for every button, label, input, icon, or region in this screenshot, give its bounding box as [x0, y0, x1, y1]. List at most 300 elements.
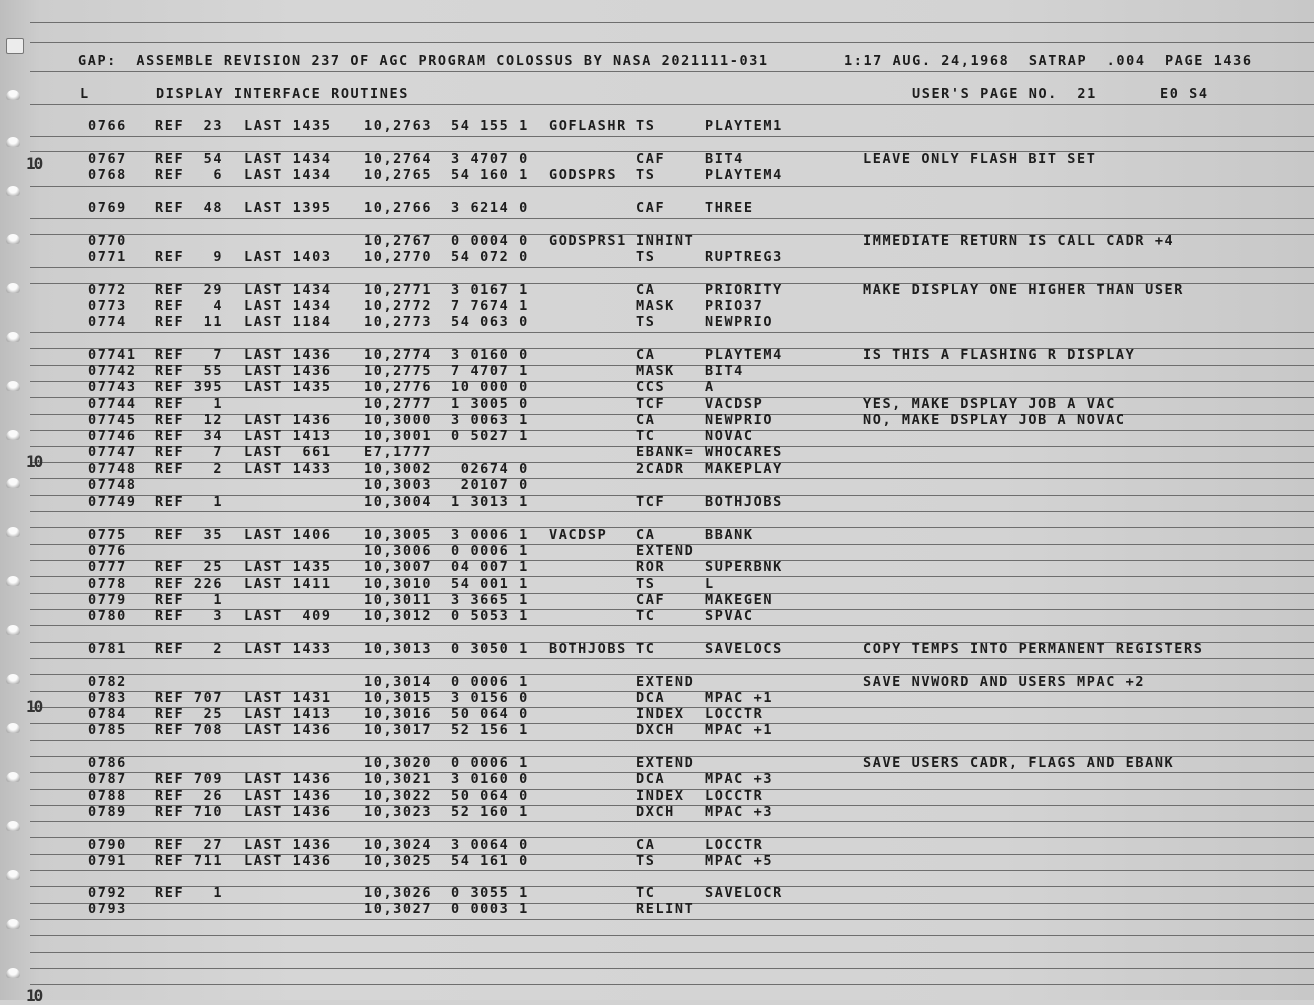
listing-row	[0, 396, 1314, 412]
listing-row	[0, 722, 1314, 738]
row-memory-address: 10,3017	[364, 722, 433, 738]
row-octal-code: 04 007 1	[451, 559, 529, 575]
row-operand: THREE	[705, 200, 754, 216]
row-memory-address: 10,3000	[364, 412, 433, 428]
listing-row	[0, 706, 1314, 722]
row-octal-code: 3 0006 1	[451, 527, 529, 543]
ruled-line	[30, 870, 1314, 871]
row-octal-code: 3 0167 1	[451, 282, 529, 298]
row-opcode: CAF	[636, 151, 666, 167]
row-memory-address: 10,3022	[364, 788, 433, 804]
row-opcode: CA	[636, 837, 656, 853]
row-octal-code: 0 0006 1	[451, 755, 529, 771]
row-opcode: EBANK=	[636, 444, 695, 460]
row-memory-address: 10,3007	[364, 559, 433, 575]
row-comment: IMMEDIATE RETURN IS CALL CADR +4	[863, 233, 1175, 249]
row-ref-count: REF 35	[155, 527, 224, 543]
listing-row	[0, 314, 1314, 330]
feed-hole	[6, 919, 20, 929]
row-octal-code: 0 0006 1	[451, 543, 529, 559]
row-last-page: LAST 1406	[244, 527, 332, 543]
listing-row	[0, 543, 1314, 559]
ruled-line	[30, 658, 1314, 659]
row-last-page: LAST 1411	[244, 576, 332, 592]
row-seq-number: 0769	[88, 200, 127, 216]
ruled-line	[30, 968, 1314, 969]
row-operand: SUPERBNK	[705, 559, 783, 575]
row-seq-number: 07743	[88, 379, 137, 395]
row-memory-address: 10,2765	[364, 167, 433, 183]
row-octal-code: 02674 0	[451, 461, 529, 477]
ruled-line	[30, 186, 1314, 187]
row-octal-code: 0 0004 0	[451, 233, 529, 249]
row-octal-code: 0 0003 1	[451, 901, 529, 917]
row-operand: MAKEGEN	[705, 592, 774, 608]
row-last-page: LAST 1434	[244, 151, 332, 167]
row-octal-code: 3 0160 0	[451, 347, 529, 363]
row-opcode: TC	[636, 428, 656, 444]
ruled-line	[30, 136, 1314, 137]
row-seq-number: 0766	[88, 118, 127, 134]
row-octal-code: 50 064 0	[451, 788, 529, 804]
listing-row	[0, 428, 1314, 444]
row-operand: SAVELOCS	[705, 641, 783, 657]
feed-hole	[6, 38, 24, 54]
row-operand: MPAC +5	[705, 853, 774, 869]
row-opcode: TS	[636, 249, 656, 265]
listing-row	[0, 576, 1314, 592]
row-memory-address: 10,3012	[364, 608, 433, 624]
row-ref-count: REF 26	[155, 788, 224, 804]
row-opcode: DCA	[636, 690, 666, 706]
row-memory-address: 10,3014	[364, 674, 433, 690]
row-memory-address: 10,3020	[364, 755, 433, 771]
users-page-number: USER'S PAGE NO. 21	[912, 86, 1097, 102]
row-memory-address: 10,2763	[364, 118, 433, 134]
row-memory-address: 10,2766	[364, 200, 433, 216]
row-opcode: TS	[636, 576, 656, 592]
row-octal-code: 20107 0	[451, 477, 529, 493]
row-octal-code: 54 160 1	[451, 167, 529, 183]
row-memory-address: 10,3016	[364, 706, 433, 722]
row-memory-address: 10,3003	[364, 477, 433, 493]
row-octal-code: 54 072 0	[451, 249, 529, 265]
row-last-page: LAST 1413	[244, 428, 332, 444]
row-opcode: DCA	[636, 771, 666, 787]
row-last-page: LAST 409	[244, 608, 332, 624]
row-label: BOTHJOBS	[549, 641, 627, 657]
row-comment: SAVE NVWORD AND USERS MPAC +2	[863, 674, 1146, 690]
row-memory-address: 10,3004	[364, 494, 433, 510]
listing-row	[0, 690, 1314, 706]
row-seq-number: 0781	[88, 641, 127, 657]
row-octal-code: 1 3013 1	[451, 494, 529, 510]
row-opcode: MASK	[636, 298, 675, 314]
row-opcode: TS	[636, 853, 656, 869]
row-ref-count: REF 1	[155, 592, 224, 608]
row-seq-number: 0786	[88, 755, 127, 771]
row-ref-count: REF 12	[155, 412, 224, 428]
row-operand: A	[705, 379, 715, 395]
row-memory-address: 10,2764	[364, 151, 433, 167]
row-octal-code: 0 5027 1	[451, 428, 529, 444]
row-label: GODSPRS	[549, 167, 618, 183]
row-seq-number: 0773	[88, 298, 127, 314]
row-operand: BIT4	[705, 363, 744, 379]
listing-row	[0, 282, 1314, 298]
row-seq-number: 0775	[88, 527, 127, 543]
ruled-line	[30, 919, 1314, 920]
row-memory-address: 10,3011	[364, 592, 433, 608]
row-seq-number: 0767	[88, 151, 127, 167]
row-octal-code: 1 3005 0	[451, 396, 529, 412]
ruled-line	[30, 740, 1314, 741]
listing-row	[0, 804, 1314, 820]
row-opcode: DXCH	[636, 804, 675, 820]
row-opcode: CAF	[636, 200, 666, 216]
row-ref-count: REF 23	[155, 118, 224, 134]
row-ref-count: REF 3	[155, 608, 224, 624]
row-octal-code: 3 0064 0	[451, 837, 529, 853]
row-octal-code: 3 3665 1	[451, 592, 529, 608]
listing-row	[0, 674, 1314, 690]
row-seq-number: 0789	[88, 804, 127, 820]
row-ref-count: REF 1	[155, 885, 224, 901]
row-octal-code: 3 4707 0	[451, 151, 529, 167]
row-memory-address: 10,2773	[364, 314, 433, 330]
row-memory-address: 10,3026	[364, 885, 433, 901]
row-opcode: EXTEND	[636, 755, 695, 771]
listing-row	[0, 608, 1314, 624]
row-operand: PLAYTEM1	[705, 118, 783, 134]
listing-flag: L	[80, 86, 90, 102]
listing-row	[0, 853, 1314, 869]
row-seq-number: 0768	[88, 167, 127, 183]
row-opcode: EXTEND	[636, 674, 695, 690]
listing-row	[0, 363, 1314, 379]
row-seq-number: 07749	[88, 494, 137, 510]
listing-row	[0, 771, 1314, 787]
listing-row	[0, 837, 1314, 853]
row-comment: MAKE DISPLAY ONE HIGHER THAN USER	[863, 282, 1185, 298]
section-title: DISPLAY INTERFACE ROUTINES	[156, 86, 409, 102]
margin-mark: 10	[26, 452, 42, 471]
row-last-page: LAST 661	[244, 444, 332, 460]
row-last-page: LAST 1434	[244, 298, 332, 314]
feed-hole	[6, 968, 20, 978]
row-ref-count: REF 11	[155, 314, 224, 330]
row-ref-count: REF 709	[155, 771, 224, 787]
row-seq-number: 07742	[88, 363, 137, 379]
row-operand: BBANK	[705, 527, 754, 543]
ruled-line	[30, 625, 1314, 626]
row-octal-code: 0 3050 1	[451, 641, 529, 657]
listing-row	[0, 233, 1314, 249]
ruled-line	[30, 71, 1314, 72]
listing-row	[0, 200, 1314, 216]
row-octal-code: 52 160 1	[451, 804, 529, 820]
row-ref-count: REF 4	[155, 298, 224, 314]
row-seq-number: 07741	[88, 347, 137, 363]
row-seq-number: 0791	[88, 853, 127, 869]
row-operand: PLAYTEM4	[705, 167, 783, 183]
row-ref-count: REF 25	[155, 559, 224, 575]
row-memory-address: 10,2775	[364, 363, 433, 379]
feed-hole	[6, 821, 20, 831]
row-comment: LEAVE ONLY FLASH BIT SET	[863, 151, 1097, 167]
row-memory-address: 10,3005	[364, 527, 433, 543]
row-opcode: CAF	[636, 592, 666, 608]
row-memory-address: 10,2770	[364, 249, 433, 265]
row-seq-number: 07748	[88, 461, 137, 477]
ruled-line	[30, 821, 1314, 822]
listing-row	[0, 559, 1314, 575]
row-octal-code: 50 064 0	[451, 706, 529, 722]
row-ref-count: REF 48	[155, 200, 224, 216]
row-seq-number: 0777	[88, 559, 127, 575]
row-seq-number: 0778	[88, 576, 127, 592]
row-operand: SPVAC	[705, 608, 754, 624]
row-operand: LOCCTR	[705, 788, 764, 804]
row-opcode: DXCH	[636, 722, 675, 738]
ruled-line	[30, 218, 1314, 219]
row-seq-number: 0771	[88, 249, 127, 265]
listing-row	[0, 641, 1314, 657]
row-octal-code: 52 156 1	[451, 722, 529, 738]
row-ref-count: REF 1	[155, 396, 224, 412]
row-opcode: ROR	[636, 559, 666, 575]
row-comment: IS THIS A FLASHING R DISPLAY	[863, 347, 1136, 363]
row-opcode: TCF	[636, 396, 666, 412]
row-opcode: TC	[636, 641, 656, 657]
row-last-page: LAST 1436	[244, 347, 332, 363]
row-operand: MPAC +3	[705, 804, 774, 820]
row-seq-number: 07745	[88, 412, 137, 428]
row-octal-code: 3 0156 0	[451, 690, 529, 706]
margin-mark: 10	[26, 697, 42, 716]
row-opcode: 2CADR	[636, 461, 685, 477]
row-operand: L	[705, 576, 715, 592]
row-memory-address: 10,2772	[364, 298, 433, 314]
row-seq-number: 0792	[88, 885, 127, 901]
row-octal-code: 3 6214 0	[451, 200, 529, 216]
row-last-page: LAST 1434	[244, 167, 332, 183]
row-comment: SAVE USERS CADR, FLAGS AND EBANK	[863, 755, 1175, 771]
row-last-page: LAST 1403	[244, 249, 332, 265]
row-ref-count: REF 707	[155, 690, 224, 706]
row-memory-address: 10,2777	[364, 396, 433, 412]
row-memory-address: 10,3023	[364, 804, 433, 820]
row-last-page: LAST 1395	[244, 200, 332, 216]
row-comment: NO, MAKE DSPLAY JOB A NOVAC	[863, 412, 1126, 428]
row-octal-code: 54 161 0	[451, 853, 529, 869]
row-octal-code: 54 155 1	[451, 118, 529, 134]
row-ref-count: REF 54	[155, 151, 224, 167]
row-operand: BIT4	[705, 151, 744, 167]
row-opcode: INHINT	[636, 233, 695, 249]
row-last-page: LAST 1435	[244, 379, 332, 395]
row-operand: MPAC +1	[705, 722, 774, 738]
feed-hole	[6, 332, 20, 342]
listing-row	[0, 461, 1314, 477]
row-memory-address: 10,3010	[364, 576, 433, 592]
row-last-page: LAST 1436	[244, 363, 332, 379]
row-ref-count: REF 395	[155, 379, 224, 395]
row-memory-address: 10,3001	[364, 428, 433, 444]
row-seq-number: 0790	[88, 837, 127, 853]
row-memory-address: 10,2771	[364, 282, 433, 298]
row-operand: BOTHJOBS	[705, 494, 783, 510]
row-ref-count: REF 710	[155, 804, 224, 820]
row-last-page: LAST 1436	[244, 804, 332, 820]
row-opcode: EXTEND	[636, 543, 695, 559]
feed-hole	[6, 137, 20, 147]
row-seq-number: 0776	[88, 543, 127, 559]
row-seq-number: 0782	[88, 674, 127, 690]
row-last-page: LAST 1436	[244, 853, 332, 869]
row-memory-address: 10,3021	[364, 771, 433, 787]
row-label: GOFLASHR	[549, 118, 627, 134]
row-last-page: LAST 1434	[244, 282, 332, 298]
row-last-page: LAST 1436	[244, 788, 332, 804]
listing-row	[0, 477, 1314, 493]
row-last-page: LAST 1435	[244, 559, 332, 575]
listing-row	[0, 249, 1314, 265]
listing-row	[0, 788, 1314, 804]
row-octal-code: 0 3055 1	[451, 885, 529, 901]
feed-hole	[6, 625, 20, 635]
row-seq-number: 07744	[88, 396, 137, 412]
row-seq-number: 0788	[88, 788, 127, 804]
row-operand: NEWPRIO	[705, 412, 774, 428]
ruled-line	[30, 511, 1314, 512]
margin-mark: 10	[26, 986, 42, 1005]
row-opcode: CA	[636, 412, 656, 428]
row-octal-code: 54 001 1	[451, 576, 529, 592]
row-memory-address: 10,3013	[364, 641, 433, 657]
row-octal-code: 7 7674 1	[451, 298, 529, 314]
print-timestamp: 1:17 AUG. 24,1968 SATRAP .004 PAGE 1436	[844, 53, 1253, 69]
row-ref-count: REF 27	[155, 837, 224, 853]
ruled-line	[30, 952, 1314, 953]
row-operand: NEWPRIO	[705, 314, 774, 330]
ruled-line	[30, 984, 1314, 985]
row-operand: MAKEPLAY	[705, 461, 783, 477]
row-ref-count: REF 1	[155, 494, 224, 510]
row-ref-count: REF 34	[155, 428, 224, 444]
row-seq-number: 0779	[88, 592, 127, 608]
listing-row	[0, 444, 1314, 460]
row-seq-number: 0772	[88, 282, 127, 298]
row-seq-number: 0793	[88, 901, 127, 917]
row-comment: COPY TEMPS INTO PERMANENT REGISTERS	[863, 641, 1204, 657]
row-operand: SAVELOCR	[705, 885, 783, 901]
row-octal-code: 54 063 0	[451, 314, 529, 330]
row-last-page: LAST 1184	[244, 314, 332, 330]
listing-row	[0, 151, 1314, 167]
row-last-page: LAST 1436	[244, 771, 332, 787]
row-opcode: TCF	[636, 494, 666, 510]
row-ref-count: REF 55	[155, 363, 224, 379]
row-ref-count: REF 29	[155, 282, 224, 298]
row-memory-address: 10,2767	[364, 233, 433, 249]
row-octal-code: 7 4707 1	[451, 363, 529, 379]
listing-row	[0, 167, 1314, 183]
row-ref-count: REF 2	[155, 641, 224, 657]
margin-mark: 10	[26, 154, 42, 173]
row-seq-number: 0783	[88, 690, 127, 706]
row-memory-address: 10,2774	[364, 347, 433, 363]
row-operand: LOCCTR	[705, 706, 764, 722]
row-ref-count: REF 2	[155, 461, 224, 477]
row-seq-number: 0787	[88, 771, 127, 787]
listing-row	[0, 118, 1314, 134]
row-opcode: CA	[636, 282, 656, 298]
row-octal-code: 3 0160 0	[451, 771, 529, 787]
ruled-line	[30, 42, 1314, 43]
listing-row	[0, 527, 1314, 543]
row-opcode: TS	[636, 118, 656, 134]
row-seq-number: 07746	[88, 428, 137, 444]
row-last-page: LAST 1433	[244, 461, 332, 477]
row-label: GODSPRS1	[549, 233, 627, 249]
row-seq-number: 0770	[88, 233, 127, 249]
row-last-page: LAST 1431	[244, 690, 332, 706]
row-memory-address: 10,3006	[364, 543, 433, 559]
row-opcode: CCS	[636, 379, 666, 395]
row-last-page: LAST 1435	[244, 118, 332, 134]
feed-hole	[6, 90, 20, 100]
listing-row	[0, 755, 1314, 771]
row-octal-code: 3 0063 1	[451, 412, 529, 428]
row-seq-number: 0774	[88, 314, 127, 330]
listing-row	[0, 379, 1314, 395]
row-last-page: LAST 1413	[244, 706, 332, 722]
row-seq-number: 0780	[88, 608, 127, 624]
feed-hole	[6, 186, 20, 196]
row-memory-address: 10,3027	[364, 901, 433, 917]
row-ref-count: REF 226	[155, 576, 224, 592]
row-opcode: INDEX	[636, 788, 685, 804]
row-ref-count: REF 711	[155, 853, 224, 869]
row-opcode: RELINT	[636, 901, 695, 917]
row-ref-count: REF 25	[155, 706, 224, 722]
row-seq-number: 07748	[88, 477, 137, 493]
row-octal-code: 0 0006 1	[451, 674, 529, 690]
ruled-line	[30, 332, 1314, 333]
listing-row	[0, 494, 1314, 510]
row-seq-number: 0784	[88, 706, 127, 722]
row-ref-count: REF 708	[155, 722, 224, 738]
row-opcode: TC	[636, 608, 656, 624]
ruled-line	[30, 104, 1314, 105]
listing-row	[0, 347, 1314, 363]
listing-row	[0, 901, 1314, 917]
row-operand: MPAC +1	[705, 690, 774, 706]
row-last-page: LAST 1436	[244, 412, 332, 428]
row-operand: PLAYTEM4	[705, 347, 783, 363]
feed-hole	[6, 870, 20, 880]
row-memory-address: 10,3015	[364, 690, 433, 706]
row-opcode: TS	[636, 314, 656, 330]
row-opcode: CA	[636, 527, 656, 543]
listing-row	[0, 592, 1314, 608]
row-operand: WHOCARES	[705, 444, 783, 460]
row-opcode: TS	[636, 167, 656, 183]
row-operand: PRIORITY	[705, 282, 783, 298]
row-memory-address: E7,1777	[364, 444, 433, 460]
row-ref-count: REF 7	[155, 444, 224, 460]
